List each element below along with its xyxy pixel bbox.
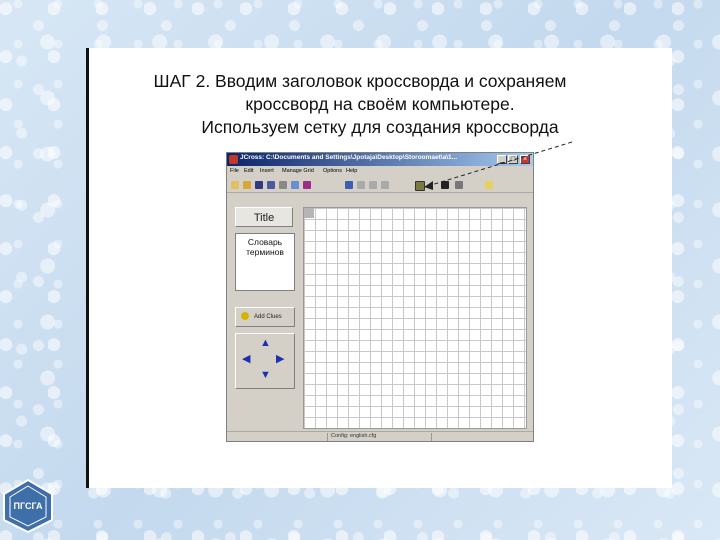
status-text: Config: english.cfg	[331, 433, 377, 439]
window-title: JCross: C:\Documents and Settings\Jpotaja\Desktop\Storoomaet\a\1...	[240, 154, 458, 161]
arrow-left-icon[interactable]: ◀	[242, 353, 251, 365]
arrow-up-icon[interactable]: ▲	[260, 337, 271, 349]
add-clues-label: Add Clues	[254, 314, 282, 320]
logo-text: ПГСГА	[13, 501, 43, 511]
maximize-button[interactable]: □	[508, 155, 518, 164]
menu-manage-grid[interactable]: Manage Grid	[282, 168, 314, 174]
arrow-down-icon[interactable]: ▼	[260, 369, 271, 381]
menu-file[interactable]: File	[230, 168, 239, 174]
menu-edit[interactable]: Edit	[244, 168, 254, 174]
heading-line-1: ШАГ 2. Вводим заголовок кроссворда и сохраняем	[153, 71, 567, 91]
menu-help[interactable]: Help	[346, 168, 358, 174]
heading-line-2: кроссворд на своём компьютере.	[245, 94, 515, 114]
university-logo	[2, 478, 54, 534]
menu-insert[interactable]: Insert	[260, 168, 274, 174]
close-button[interactable]: ×	[520, 155, 530, 164]
menu-options[interactable]: Options	[323, 168, 342, 174]
title-button[interactable]: Title	[235, 207, 293, 227]
minimize-button[interactable]: _	[497, 155, 507, 164]
title-text-line-1: Словарь	[247, 237, 283, 247]
arrow-right-icon[interactable]: ▶	[276, 353, 285, 365]
title-text-line-2: терминов	[246, 247, 284, 257]
heading-line-3: Используем сетку для создания кроссворда	[201, 117, 559, 137]
